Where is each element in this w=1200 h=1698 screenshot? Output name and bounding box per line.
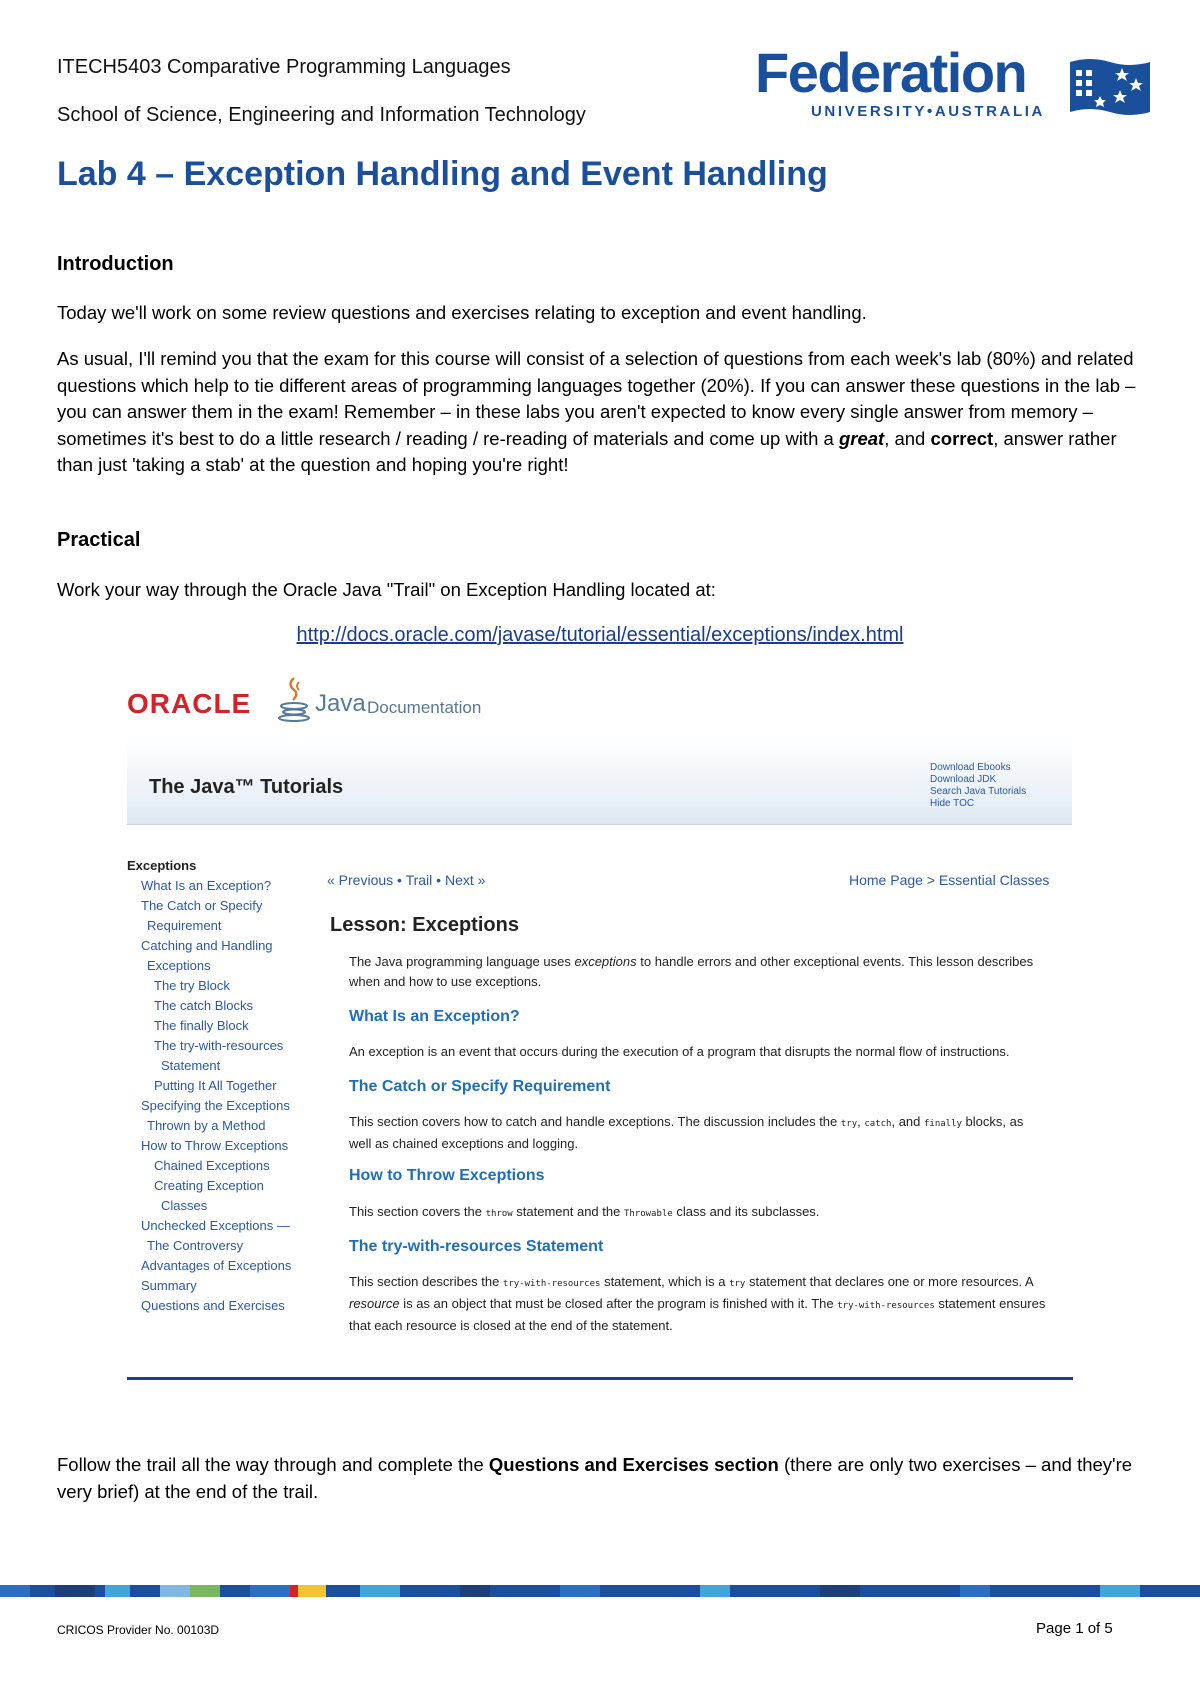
intro-paragraph-2: As usual, I'll remind you that the exam for this course will consist of a selection of questions from each week's lab (80%) and related questions which help to tie different areas of programming languages together (20%). If you can answer these questions in the lab – you can answer them in the exam! Remember – in these labs you aren't expected to know every single answer from memory – sometimes it's best to do a little research / reading / re-reading of materials and come up with a great, and correct, answer rather than just 'taking a stab' at the question and hoping you're right! [57, 348, 1136, 475]
toc-item[interactable]: The catch Blocks [154, 998, 253, 1013]
tutorial-link[interactable]: http://docs.oracle.com/javase/tutorial/essential/exceptions/index.html [296, 624, 904, 646]
toc-item[interactable]: What Is an Exception? [141, 878, 272, 893]
footer-color-stripe [0, 1585, 1200, 1597]
breadcrumb[interactable]: Home Page > Essential Classes [849, 872, 1050, 888]
heading-try-with-resources[interactable]: The try-with-resources Statement [349, 1238, 604, 1255]
download-jdk-link[interactable]: Download JDK [930, 774, 997, 785]
download-ebooks-link[interactable]: Download Ebooks [930, 762, 1011, 773]
search-tutorials-link[interactable]: Search Java Tutorials [930, 786, 1027, 797]
banner-links [930, 762, 1026, 810]
flag-icon [1070, 56, 1150, 118]
java-logo: Java [315, 690, 366, 717]
toc-item[interactable]: Chained Exceptions [154, 1158, 270, 1173]
trail-navigation[interactable]: « Previous • Trail • Next » [327, 872, 486, 888]
oracle-tutorial-screenshot [127, 670, 1072, 1382]
toc-item[interactable]: The try Block [154, 978, 230, 993]
cricos-provider: CRICOS Provider No. 00103D [57, 1623, 220, 1637]
toc-item[interactable]: Questions and Exercises [141, 1298, 285, 1313]
toc-item[interactable]: Classes [161, 1198, 208, 1213]
heading-catch-or-specify[interactable]: The Catch or Specify Requirement [349, 1078, 611, 1095]
heading-how-to-throw[interactable]: How to Throw Exceptions [349, 1167, 545, 1184]
page-number: Page 1 of 5 [1036, 1620, 1113, 1637]
toc-item[interactable]: Putting It All Together [154, 1078, 277, 1093]
introduction-heading: Introduction [57, 253, 174, 275]
toc-item[interactable]: Creating Exception [154, 1178, 264, 1193]
toc-item[interactable]: Exceptions [147, 958, 211, 973]
page-title: Lab 4 – Exception Handling and Event Handling [57, 155, 828, 193]
toc-item[interactable]: Specifying the Exceptions [141, 1098, 290, 1113]
toc-item[interactable]: The finally Block [154, 1018, 249, 1033]
toc-item[interactable]: Thrown by a Method [147, 1118, 266, 1133]
screenshot-bottom-rule [127, 1377, 1073, 1380]
catch-or-specify-text: This section covers how to catch and handle exceptions. The discussion includes the try, catch, and finally blocks, as well as chained exceptions and logging. [349, 1114, 1024, 1151]
toc-item[interactable]: Unchecked Exceptions — [141, 1218, 290, 1233]
follow-paragraph: Follow the trail all the way through and complete the Questions and Exercises section (there are only two exercises – and they're very brief) at the end of the trail. [57, 1454, 1133, 1502]
toc-item[interactable]: Advantages of Exceptions [141, 1258, 292, 1273]
hide-toc-link[interactable]: Hide TOC [930, 798, 975, 809]
java-cup-icon [277, 676, 313, 722]
try-with-resources-text: This section describes the try-with-resources statement, which is a try statement that declares one or more resources. A resource is as an object that must be closed after the program is finished with it. The try-with-resources statement ensures that each resource is closed at the end of the statement. [349, 1274, 1046, 1333]
toc-item[interactable]: The Controversy [147, 1238, 244, 1253]
what-is-exception-text: An exception is an event that occurs during the execution of a program that disrupts the normal flow of instructions. [349, 1044, 1010, 1059]
practical-heading: Practical [57, 529, 141, 551]
toc-item[interactable]: Statement [161, 1058, 221, 1073]
intro-paragraph-1: Today we'll work on some review questions and exercises relating to exception and event handling. [57, 302, 867, 323]
toc-item[interactable]: The try-with-resources [154, 1038, 284, 1053]
lesson-intro: The Java programming language uses exceptions to handle errors and other exceptional events. This lesson describes when and how to use exceptions. [349, 954, 1034, 989]
federation-logo [755, 41, 1150, 128]
lesson-title: Lesson: Exceptions [330, 914, 519, 936]
heading-what-is-exception[interactable]: What Is an Exception? [349, 1008, 520, 1025]
banner-title: The Java™ Tutorials [149, 776, 344, 798]
tutorial-url [0, 624, 1200, 647]
toc-item[interactable]: How to Throw Exceptions [141, 1138, 289, 1153]
toc-item[interactable]: Requirement [147, 918, 222, 933]
logo-subtitle: UNIVERSITY•AUSTRALIA [811, 103, 1045, 120]
toc-heading: Exceptions [127, 858, 197, 873]
course-title: ITECH5403 Comparative Programming Languages [57, 56, 511, 78]
toc-item[interactable]: The Catch or Specify [141, 898, 263, 913]
how-to-throw-text: This section covers the throw statement and the Throwable class and its subclasses. [349, 1204, 820, 1219]
practical-paragraph: Work your way through the Oracle Java "Trail" on Exception Handling located at: [57, 579, 716, 600]
java-documentation-label: Documentation [367, 698, 482, 717]
school-name: School of Science, Engineering and Information Technology [57, 104, 586, 126]
oracle-logo: ORACLE [127, 688, 252, 719]
toc-item[interactable]: Summary [141, 1278, 197, 1293]
table-of-contents [127, 856, 327, 1316]
toc-item[interactable]: Catching and Handling [141, 938, 273, 953]
logo-wordmark: Federation [755, 41, 1027, 104]
